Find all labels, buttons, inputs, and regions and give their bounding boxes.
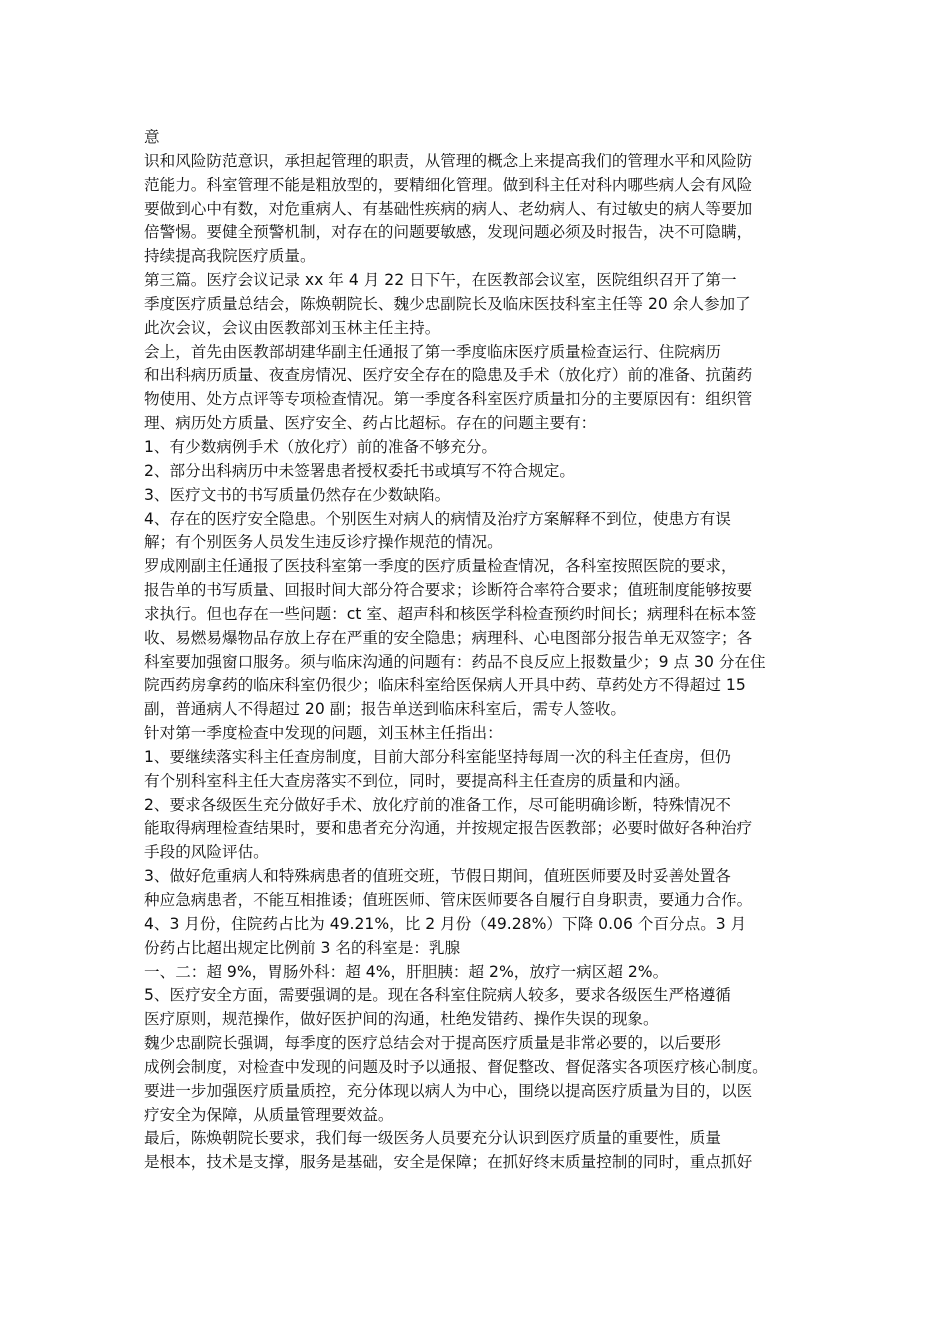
text-line: 医疗原则，规范操作，做好医护间的沟通，杜绝发错药、操作失误的现象。 — [144, 1010, 659, 1029]
text-line: 1、要继续落实科主任查房制度，目前大部分科室能坚持每周一次的科主任查房，但仍 — [144, 747, 731, 766]
text-line: 季度医疗质量总结会，陈焕朝院长、魏少忠副院长及临床医技科室主任等 20 余人参加了 — [144, 294, 751, 313]
text-line: 解；有个别医务人员发生违反诊疗操作规范的情况。 — [144, 533, 503, 552]
text-line: 是根本，技术是支撑，服务是基础，安全是保障；在抓好终末质量控制的同时，重点抓好 — [144, 1153, 753, 1172]
text-line: 种应急病患者，不能互相推诿；值班医师、管床医师要各自履行自身职责，要通力合作。 — [144, 891, 753, 909]
text-line: 能取得病理检查结果时，要和患者充分沟通，并按规定报告医教部；必要时做好各种治疗 — [144, 819, 753, 838]
text-line: 针对第一季度检查中发现的问题，刘玉林主任指出： — [144, 724, 503, 743]
text-line: 有个别科室科主任大查房落实不到位，同时，要提高科主任查房的质量和内涵。 — [144, 771, 690, 790]
text-line: 识和风险防范意识，承担起管理的职责，从管理的概念上来提高我们的管理水平和风险防 — [144, 151, 753, 170]
text-line: 3、做好危重病人和特殊病患者的值班交班，节假日期间，值班医师要及时妥善处置各 — [144, 867, 731, 886]
text-line: 要做到心中有数，对危重病人、有基础性疾病的病人、老幼病人、有过敏史的病人等要加 — [144, 199, 753, 218]
text-line: 持续提高我院医疗质量。 — [144, 247, 316, 266]
text-line: 科室要加强窗口服务。须与临床沟通的问题有：药品不良反应上报数量少；9 点 30 分在住 — [144, 652, 766, 671]
text-line: 4、3 月份，住院药占比为 49.21%，比 2 月份（49.28%）下降 0.06 个百分点。3 月 — [144, 914, 747, 933]
text-line: 份药占比超出规定比例前 3 名的科室是：乳腺 — [144, 938, 461, 957]
document-body — [144, 126, 814, 1175]
text-line: 范能力。科室管理不能是粗放型的，要精细化管理。做到科主任对科内哪些病人会有风险 — [144, 175, 753, 194]
text-line: 手段的风险评估。 — [144, 843, 269, 862]
text-line: 报告单的书写质量、回报时间大部分符合要求；诊断符合率符合要求；值班制度能够按要 — [144, 581, 753, 600]
text-line: 要进一步加强医疗质量质控，充分体现以病人为中心，围绕以提高医疗质量为目的，以医 — [144, 1081, 753, 1100]
text-line: 物使用、处方点评等专项检查情况。第一季度各科室医疗质量扣分的主要原因有：组织管 — [144, 390, 753, 409]
text-line: 求执行。但也存在一些问题：ct 室、超声科和核医学科检查预约时间长；病理科在标本签 — [144, 604, 757, 623]
text-line: 最后，陈焕朝院长要求，我们每一级医务人员要充分认识到医疗质量的重要性，质量 — [144, 1129, 721, 1148]
text-line: 2、部分出科病历中未签署患者授权委托书或填写不符合规定。 — [144, 461, 575, 480]
text-line: 收、易燃易爆物品存放上存在严重的安全隐患；病理科、心电图部分报告单无双签字；各 — [144, 628, 753, 647]
text-line: 副，普通病人不得超过 20 副；报告单送到临床科室后，需专人签收。 — [144, 700, 626, 719]
text-line: 第三篇。医疗会议记录 xx 年 4 月 22 日下午，在医教部会议室，医院组织召开了第一 — [144, 271, 737, 290]
text-line: 2、要求各级医生充分做好手术、放化疗前的准备工作，尽可能明确诊断，特殊情况不 — [144, 795, 731, 814]
text-line: 此次会议，会议由医教部刘玉林主任主持。 — [144, 318, 441, 337]
text-line: 一、二：超 9%，胃肠外科：超 4%，肝胆胰：超 2%，放疗一病区超 2%。 — [144, 962, 669, 981]
text-line: 会上，首先由医教部胡建华副主任通报了第一季度临床医疗质量检查运行、住院病历 — [144, 342, 721, 361]
text-line: 魏少忠副院长强调，每季度的医疗总结会对于提高医疗质量是非常必要的，以后要形 — [144, 1034, 721, 1053]
text-line: 意 — [144, 128, 160, 146]
text-line: 3、医疗文书的书写质量仍然存在少数缺陷。 — [144, 485, 451, 504]
text-line: 倍警惕。要健全预警机制，对存在的问题要敏感，发现问题必须及时报告，决不可隐瞒， — [144, 223, 753, 242]
text-line: 5、医疗安全方面，需要强调的是。现在各科室住院病人较多，要求各级医生严格遵循 — [144, 986, 731, 1005]
text-line: 成例会制度，对检查中发现的问题及时予以通报、督促整改、督促落实各项医疗核心制度。 — [144, 1057, 768, 1076]
text-line: 疗安全为保障，从质量管理要效益。 — [144, 1105, 394, 1124]
text-line: 和出科病历质量、夜查房情况、医疗安全存在的隐患及手术（放化疗）前的准备、抗菌药 — [144, 366, 753, 385]
text-line: 理、病历处方质量、医疗安全、药占比超标。存在的问题主要有： — [144, 414, 597, 433]
text-line: 4、存在的医疗安全隐患。个别医生对病人的病情及治疗方案解释不到位，使患方有误 — [144, 509, 731, 528]
text-line: 院西药房拿药的临床科室仍很少；临床科室给医保病人开具中药、草药处方不得超过 15 — [144, 676, 746, 695]
text-line: 罗成刚副主任通报了医技科室第一季度的医疗质量检查情况，各科室按照医院的要求， — [144, 557, 737, 576]
text-line: 1、有少数病例手术（放化疗）前的准备不够充分。 — [144, 437, 497, 456]
